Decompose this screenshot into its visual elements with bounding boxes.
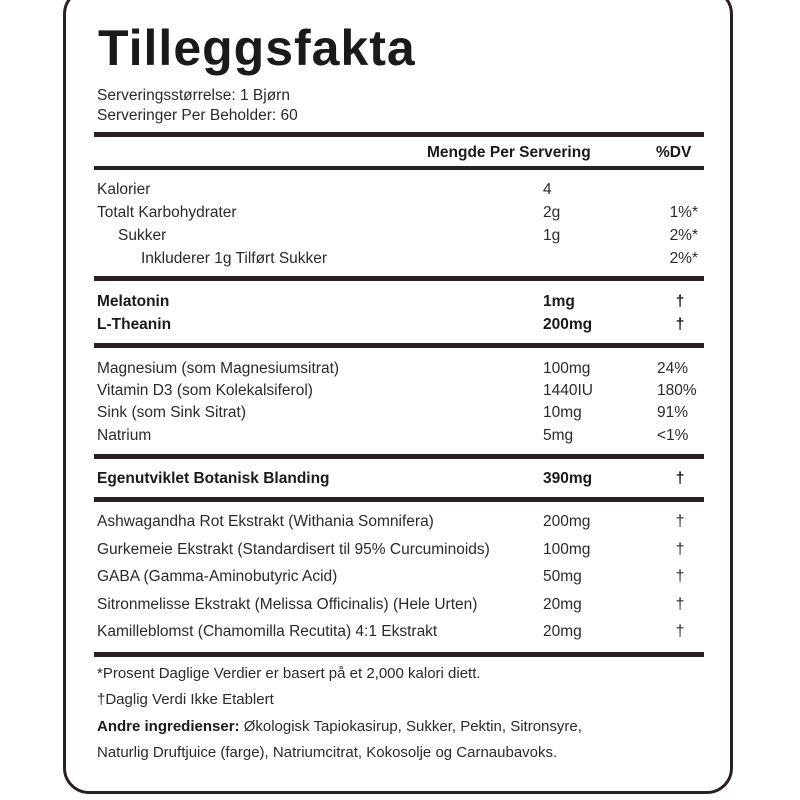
nutrient-name: L-Theanin: [97, 316, 172, 333]
nutrient-dv: 2%*: [669, 250, 698, 267]
ingredient-dv: †: [675, 568, 685, 585]
header-amount: Mengde Per Servering: [427, 144, 591, 161]
nutrient-dv: 91%: [657, 404, 689, 421]
divider-thick: [94, 343, 704, 348]
footnote-dagger: †Daglig Verdi Ikke Etablert: [97, 691, 274, 708]
ingredient-amount: 20mg: [543, 623, 582, 640]
blend-name: Egenutviklet Botanisk Blanding: [97, 470, 330, 487]
panel-title: Tilleggsfakta: [98, 20, 416, 76]
other-ingredients-text: Økologisk Tapiokasirup, Sukker, Pektin, Sitronsyre,: [239, 718, 582, 735]
nutrient-name: Totalt Karbohydrater: [97, 204, 237, 221]
nutrient-amount: 200mg: [543, 316, 593, 333]
nutrient-dv: <1%: [657, 427, 689, 444]
nutrient-name: Vitamin D3 (som Kolekalsiferol): [97, 382, 313, 399]
ingredient-name: Sitronmelisse Ekstrakt (Melissa Officinalis) (Hele Urten): [97, 596, 478, 613]
divider-thick: [94, 132, 704, 137]
blend-dv: †: [675, 470, 685, 487]
other-ingredients-line2: Naturlig Druftjuice (farge), Natriumcitrat, Kokosolje og Carnaubavoks.: [97, 744, 558, 761]
nutrient-amount: 10mg: [543, 404, 582, 421]
nutrient-amount: 1440IU: [543, 382, 593, 399]
ingredient-amount: 100mg: [543, 541, 591, 558]
ingredient-dv: †: [675, 623, 685, 640]
ingredient-name: Kamilleblomst (Chamomilla Recutita) 4:1 Ekstrakt: [97, 623, 438, 640]
serving-size: Serveringsstørrelse: 1 Bjørn: [97, 87, 290, 104]
nutrient-dv: 24%: [657, 360, 689, 377]
divider-thick: [94, 276, 704, 281]
nutrient-dv: †: [675, 293, 685, 310]
ingredient-amount: 50mg: [543, 568, 582, 585]
divider-thick: [94, 652, 704, 657]
nutrient-name: Melatonin: [97, 293, 170, 310]
ingredient-name: Ashwagandha Rot Ekstrakt (Withania Somnifera): [97, 513, 434, 530]
ingredient-dv: †: [675, 541, 685, 558]
divider-medium: [94, 166, 704, 170]
servings-per-container: Serveringer Per Beholder: 60: [97, 107, 298, 124]
blend-amount: 390mg: [543, 470, 593, 487]
nutrient-amount: 100mg: [543, 360, 591, 377]
ingredient-amount: 20mg: [543, 596, 582, 613]
nutrient-name: Sink (som Sink Sitrat): [97, 404, 247, 421]
header-dv: %DV: [656, 144, 692, 161]
nutrient-name: Inkluderer 1g Tilført Sukker: [141, 250, 328, 267]
divider-thick: [94, 454, 704, 459]
nutrient-name: Magnesium (som Magnesiumsitrat): [97, 360, 340, 377]
nutrient-dv: 2%*: [669, 227, 698, 244]
nutrient-dv: 180%: [657, 382, 697, 399]
nutrient-amount: 1mg: [543, 293, 575, 310]
ingredient-dv: †: [675, 596, 685, 613]
nutrient-amount: 2g: [543, 204, 561, 221]
other-ingredients-label: Andre ingredienser:: [97, 718, 240, 735]
ingredient-name: GABA (Gamma-Aminobutyric Acid): [97, 568, 338, 585]
ingredient-dv: †: [675, 513, 685, 530]
nutrient-name: Sukker: [118, 227, 167, 244]
nutrient-dv: 1%*: [669, 204, 698, 221]
nutrient-amount: 5mg: [543, 427, 574, 444]
other-ingredients-line1: [97, 716, 582, 738]
divider-thick: [94, 497, 704, 502]
nutrient-name: Kalorier: [97, 181, 151, 198]
nutrient-amount: 4: [543, 181, 552, 198]
nutrient-name: Natrium: [97, 427, 152, 444]
ingredient-name: Gurkemeie Ekstrakt (Standardisert til 95% Curcuminoids): [97, 541, 490, 558]
footnote-dv-basis: *Prosent Daglige Verdier er basert på et 2,000 kalori diett.: [97, 665, 481, 682]
nutrient-amount: 1g: [543, 227, 561, 244]
ingredient-amount: 200mg: [543, 513, 591, 530]
nutrient-dv: †: [675, 316, 685, 333]
